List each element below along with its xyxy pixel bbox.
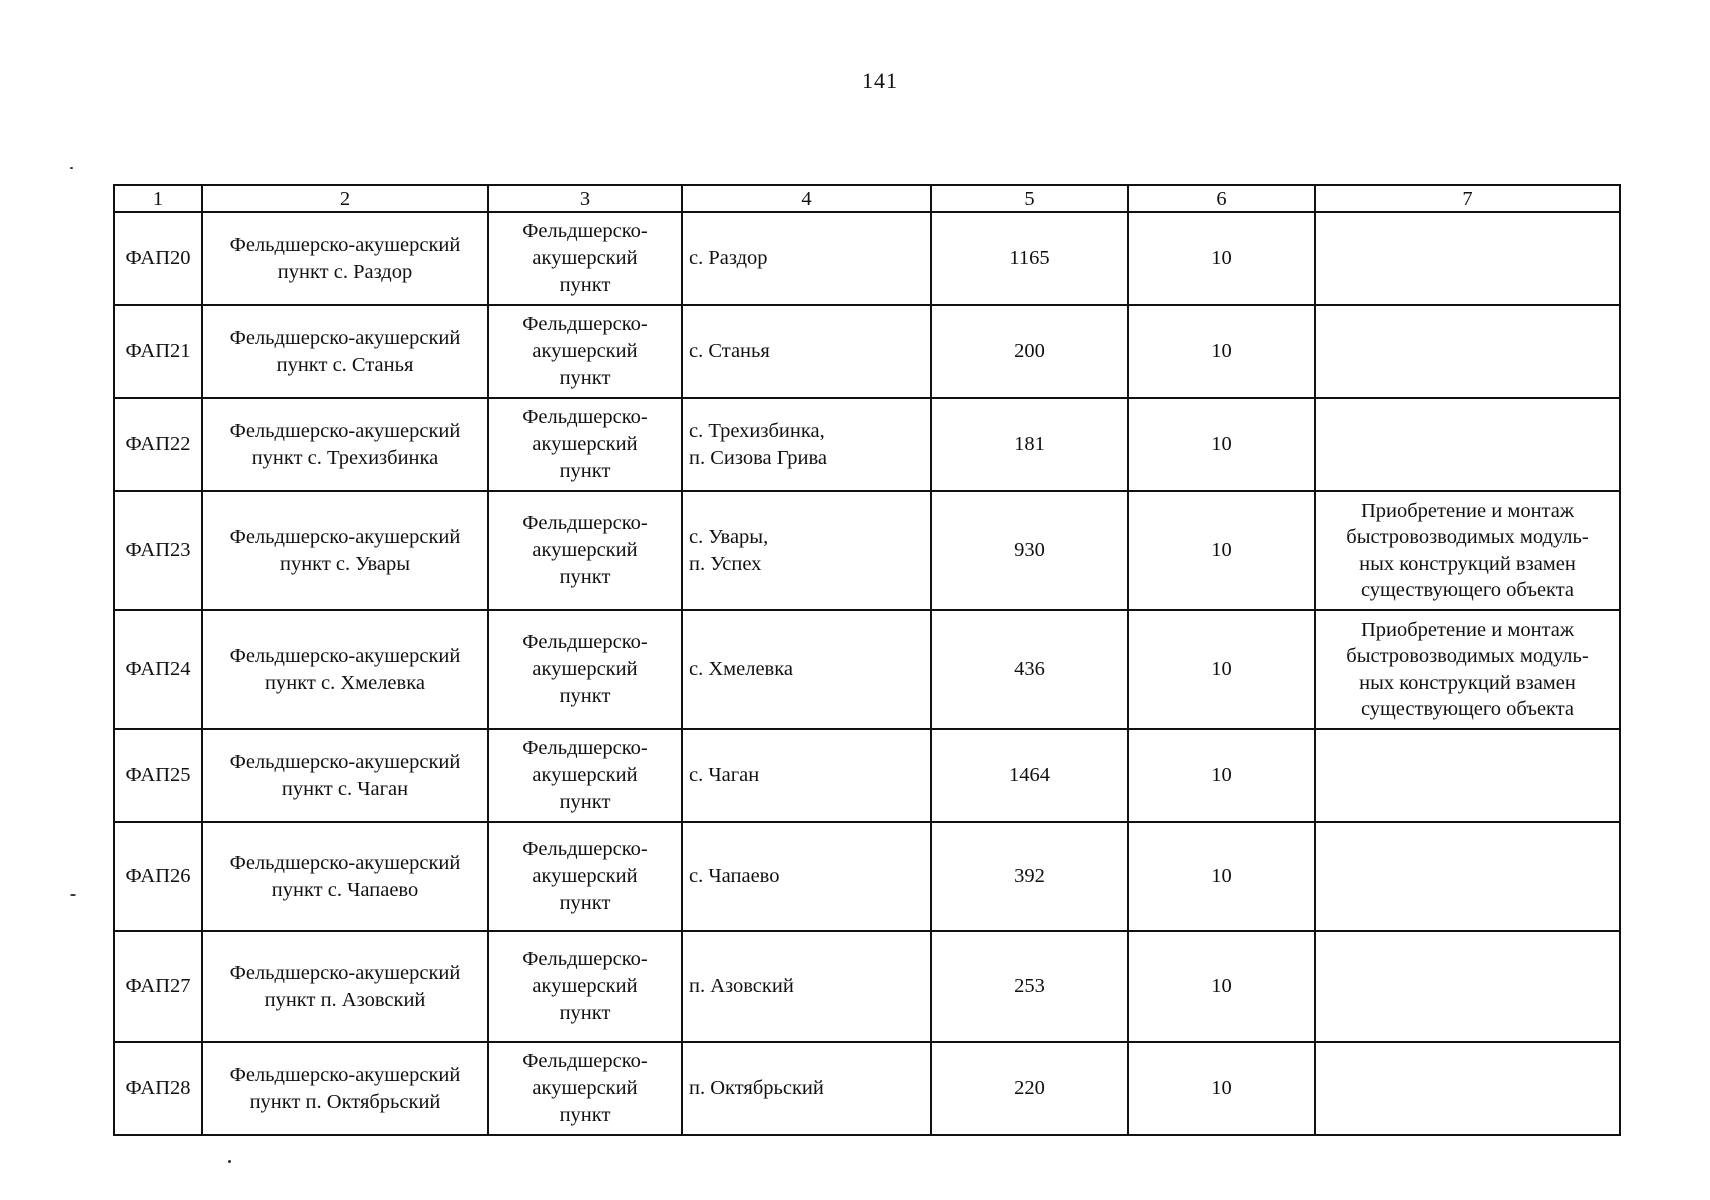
facility-type-line: пункт (559, 1104, 611, 1126)
facility-type (488, 212, 682, 305)
facility-type-line: Фельдшерско- (522, 948, 648, 970)
facility-name-line: Фельдшерско-акушерский (229, 1063, 461, 1086)
facility-location-line: с. Чаган (689, 764, 760, 786)
column-number-row (114, 185, 1620, 212)
facility-note (1315, 212, 1620, 305)
column-6-value: 10 (1128, 212, 1315, 305)
facility-note (1315, 931, 1620, 1042)
facility-type-line: акушерский (532, 658, 638, 680)
facility-location-line: с. Трехизбинка, (689, 419, 825, 442)
facility-type-line: Фельдшерско- (522, 406, 648, 428)
table-row (114, 931, 1620, 1042)
facility-name (202, 610, 488, 729)
facility-type-line: Фельдшерско- (522, 220, 648, 242)
facility-note (1315, 610, 1620, 729)
facility-name-line: пункт п. Азовский (264, 988, 426, 1011)
column-header: 7 (1315, 185, 1620, 212)
facility-note-line: ных конструкций взамен (1359, 671, 1576, 694)
table-row (114, 610, 1620, 729)
facility-name-line: Фельдшерско-акушерский (229, 233, 461, 256)
facility-location-line: с. Увары, (689, 525, 769, 548)
facility-note (1315, 822, 1620, 931)
facility-location (682, 1042, 931, 1135)
facility-type-line: акушерский (532, 539, 638, 561)
facility-name-line: пункт с. Чапаево (271, 878, 419, 901)
table-row (114, 1042, 1620, 1135)
facility-type-line: Фельдшерско- (522, 313, 648, 335)
facility-location (682, 729, 931, 822)
column-6-value: 10 (1128, 305, 1315, 398)
column-6-value: 10 (1128, 931, 1315, 1042)
facility-note-line: ных конструкций взамен (1359, 552, 1576, 575)
table-row (114, 822, 1620, 931)
facility-name (202, 491, 488, 610)
facility-type-line: Фельдшерско- (522, 737, 648, 759)
facility-name (202, 398, 488, 491)
facility-type-line: пункт (559, 685, 611, 707)
facility-name (202, 212, 488, 305)
column-header: 3 (488, 185, 682, 212)
column-header: 5 (931, 185, 1128, 212)
facility-name-line: Фельдшерско-акушерский (229, 326, 461, 349)
column-5-value: 253 (931, 931, 1128, 1042)
facility-name-line: Фельдшерско-акушерский (229, 851, 461, 874)
facility-note-line: существующего объекта (1360, 579, 1575, 601)
facility-type (488, 305, 682, 398)
column-header: 6 (1128, 185, 1315, 212)
facility-type-line: пункт (559, 892, 611, 914)
facility-name-line: пункт с. Хмелевка (265, 671, 425, 694)
column-6-value: 10 (1128, 822, 1315, 931)
page-number: 141 (862, 68, 898, 93)
facility-type-line: Фельдшерско- (522, 631, 648, 653)
facility-name-line: пункт с. Станья (276, 353, 414, 376)
facility-type-line: пункт (559, 367, 611, 389)
facility-name-line: Фельдшерско-акушерский (229, 419, 461, 442)
facility-code: ФАП26 (114, 822, 202, 931)
facility-location (682, 822, 931, 931)
facility-location (682, 398, 931, 491)
facility-code: ФАП23 (114, 491, 202, 610)
facility-location-line: п. Успех (689, 552, 762, 575)
table-row (114, 212, 1620, 305)
facility-type (488, 1042, 682, 1135)
column-6-value: 10 (1128, 610, 1315, 729)
scan-speck (70, 894, 76, 896)
facility-type-line: акушерский (532, 1077, 638, 1099)
facility-type (488, 931, 682, 1042)
facility-location-line: с. Хмелевка (689, 658, 793, 680)
column-5-value: 220 (931, 1042, 1128, 1135)
column-header: 1 (114, 185, 202, 212)
facility-type-line: акушерский (532, 764, 638, 786)
facility-location-line: п. Октябрьский (689, 1077, 824, 1099)
facility-location-line: с. Чапаево (689, 865, 780, 887)
facility-type-line: Фельдшерско- (522, 838, 648, 860)
facility-type-line: Фельдшерско- (522, 1050, 648, 1072)
column-6-value: 10 (1128, 398, 1315, 491)
column-5-value: 181 (931, 398, 1128, 491)
facility-note (1315, 729, 1620, 822)
facility-location-line: с. Станья (689, 340, 770, 362)
facility-location-line: п. Сизова Грива (689, 446, 828, 469)
facility-type (488, 729, 682, 822)
table-row (114, 491, 1620, 610)
facility-name-line: пункт с. Трехизбинка (251, 446, 439, 469)
facility-note (1315, 1042, 1620, 1135)
facility-code: ФАП21 (114, 305, 202, 398)
column-6-value: 10 (1128, 491, 1315, 610)
column-5-value: 200 (931, 305, 1128, 398)
facility-code: ФАП24 (114, 610, 202, 729)
facility-note (1315, 305, 1620, 398)
facility-name-line: пункт п. Октябрьский (249, 1090, 441, 1113)
scan-speck (228, 1160, 231, 1163)
facility-type-line: акушерский (532, 247, 638, 269)
facility-note-line: существующего объекта (1360, 698, 1575, 720)
facility-table-container (113, 184, 1621, 1136)
facility-type-line: пункт (559, 274, 611, 296)
column-5-value: 930 (931, 491, 1128, 610)
facility-location (682, 212, 931, 305)
facility-table (113, 184, 1621, 1136)
table-row (114, 729, 1620, 822)
facility-type-line: пункт (559, 566, 611, 588)
facility-note-line: быстровозводимых модуль- (1346, 645, 1589, 667)
facility-type-line: пункт (559, 460, 611, 482)
facility-type (488, 610, 682, 729)
facility-code: ФАП25 (114, 729, 202, 822)
facility-type (488, 398, 682, 491)
facility-code: ФАП22 (114, 398, 202, 491)
facility-note-line: Приобретение и монтаж (1360, 499, 1575, 522)
facility-name-line: пункт с. Чаган (281, 777, 409, 800)
facility-name (202, 729, 488, 822)
column-header: 2 (202, 185, 488, 212)
table-row (114, 305, 1620, 398)
facility-type-line: Фельдшерско- (522, 512, 648, 534)
facility-location (682, 931, 931, 1042)
facility-name (202, 822, 488, 931)
facility-location (682, 305, 931, 398)
table-row (114, 398, 1620, 491)
facility-type-line: акушерский (532, 433, 638, 455)
facility-note (1315, 491, 1620, 610)
facility-code: ФАП27 (114, 931, 202, 1042)
facility-name-line: Фельдшерско-акушерский (229, 525, 461, 548)
facility-type (488, 822, 682, 931)
facility-location (682, 610, 931, 729)
facility-name (202, 931, 488, 1042)
column-5-value: 436 (931, 610, 1128, 729)
facility-type-line: пункт (559, 1002, 611, 1024)
facility-location (682, 491, 931, 610)
facility-location-line: п. Азовский (689, 975, 794, 997)
facility-name-line: пункт с. Увары (279, 552, 411, 575)
facility-name-line: Фельдшерско-акушерский (229, 644, 461, 667)
facility-name-line: пункт с. Раздор (277, 260, 413, 283)
facility-name (202, 305, 488, 398)
column-5-value: 392 (931, 822, 1128, 931)
facility-name-line: Фельдшерско-акушерский (229, 961, 461, 984)
column-5-value: 1165 (931, 212, 1128, 305)
facility-note-line: быстровозводимых модуль- (1346, 526, 1589, 548)
facility-note (1315, 398, 1620, 491)
column-5-value: 1464 (931, 729, 1128, 822)
scan-speck (70, 167, 73, 169)
facility-code: ФАП28 (114, 1042, 202, 1135)
facility-code: ФАП20 (114, 212, 202, 305)
facility-location-line: с. Раздор (689, 247, 768, 269)
facility-type (488, 491, 682, 610)
facility-type-line: акушерский (532, 340, 638, 362)
facility-name (202, 1042, 488, 1135)
facility-name-line: Фельдшерско-акушерский (229, 750, 461, 773)
facility-type-line: акушерский (532, 865, 638, 887)
facility-note-line: Приобретение и монтаж (1360, 618, 1575, 641)
facility-type-line: пункт (559, 791, 611, 813)
column-header: 4 (682, 185, 931, 212)
column-6-value: 10 (1128, 1042, 1315, 1135)
column-6-value: 10 (1128, 729, 1315, 822)
facility-type-line: акушерский (532, 975, 638, 997)
